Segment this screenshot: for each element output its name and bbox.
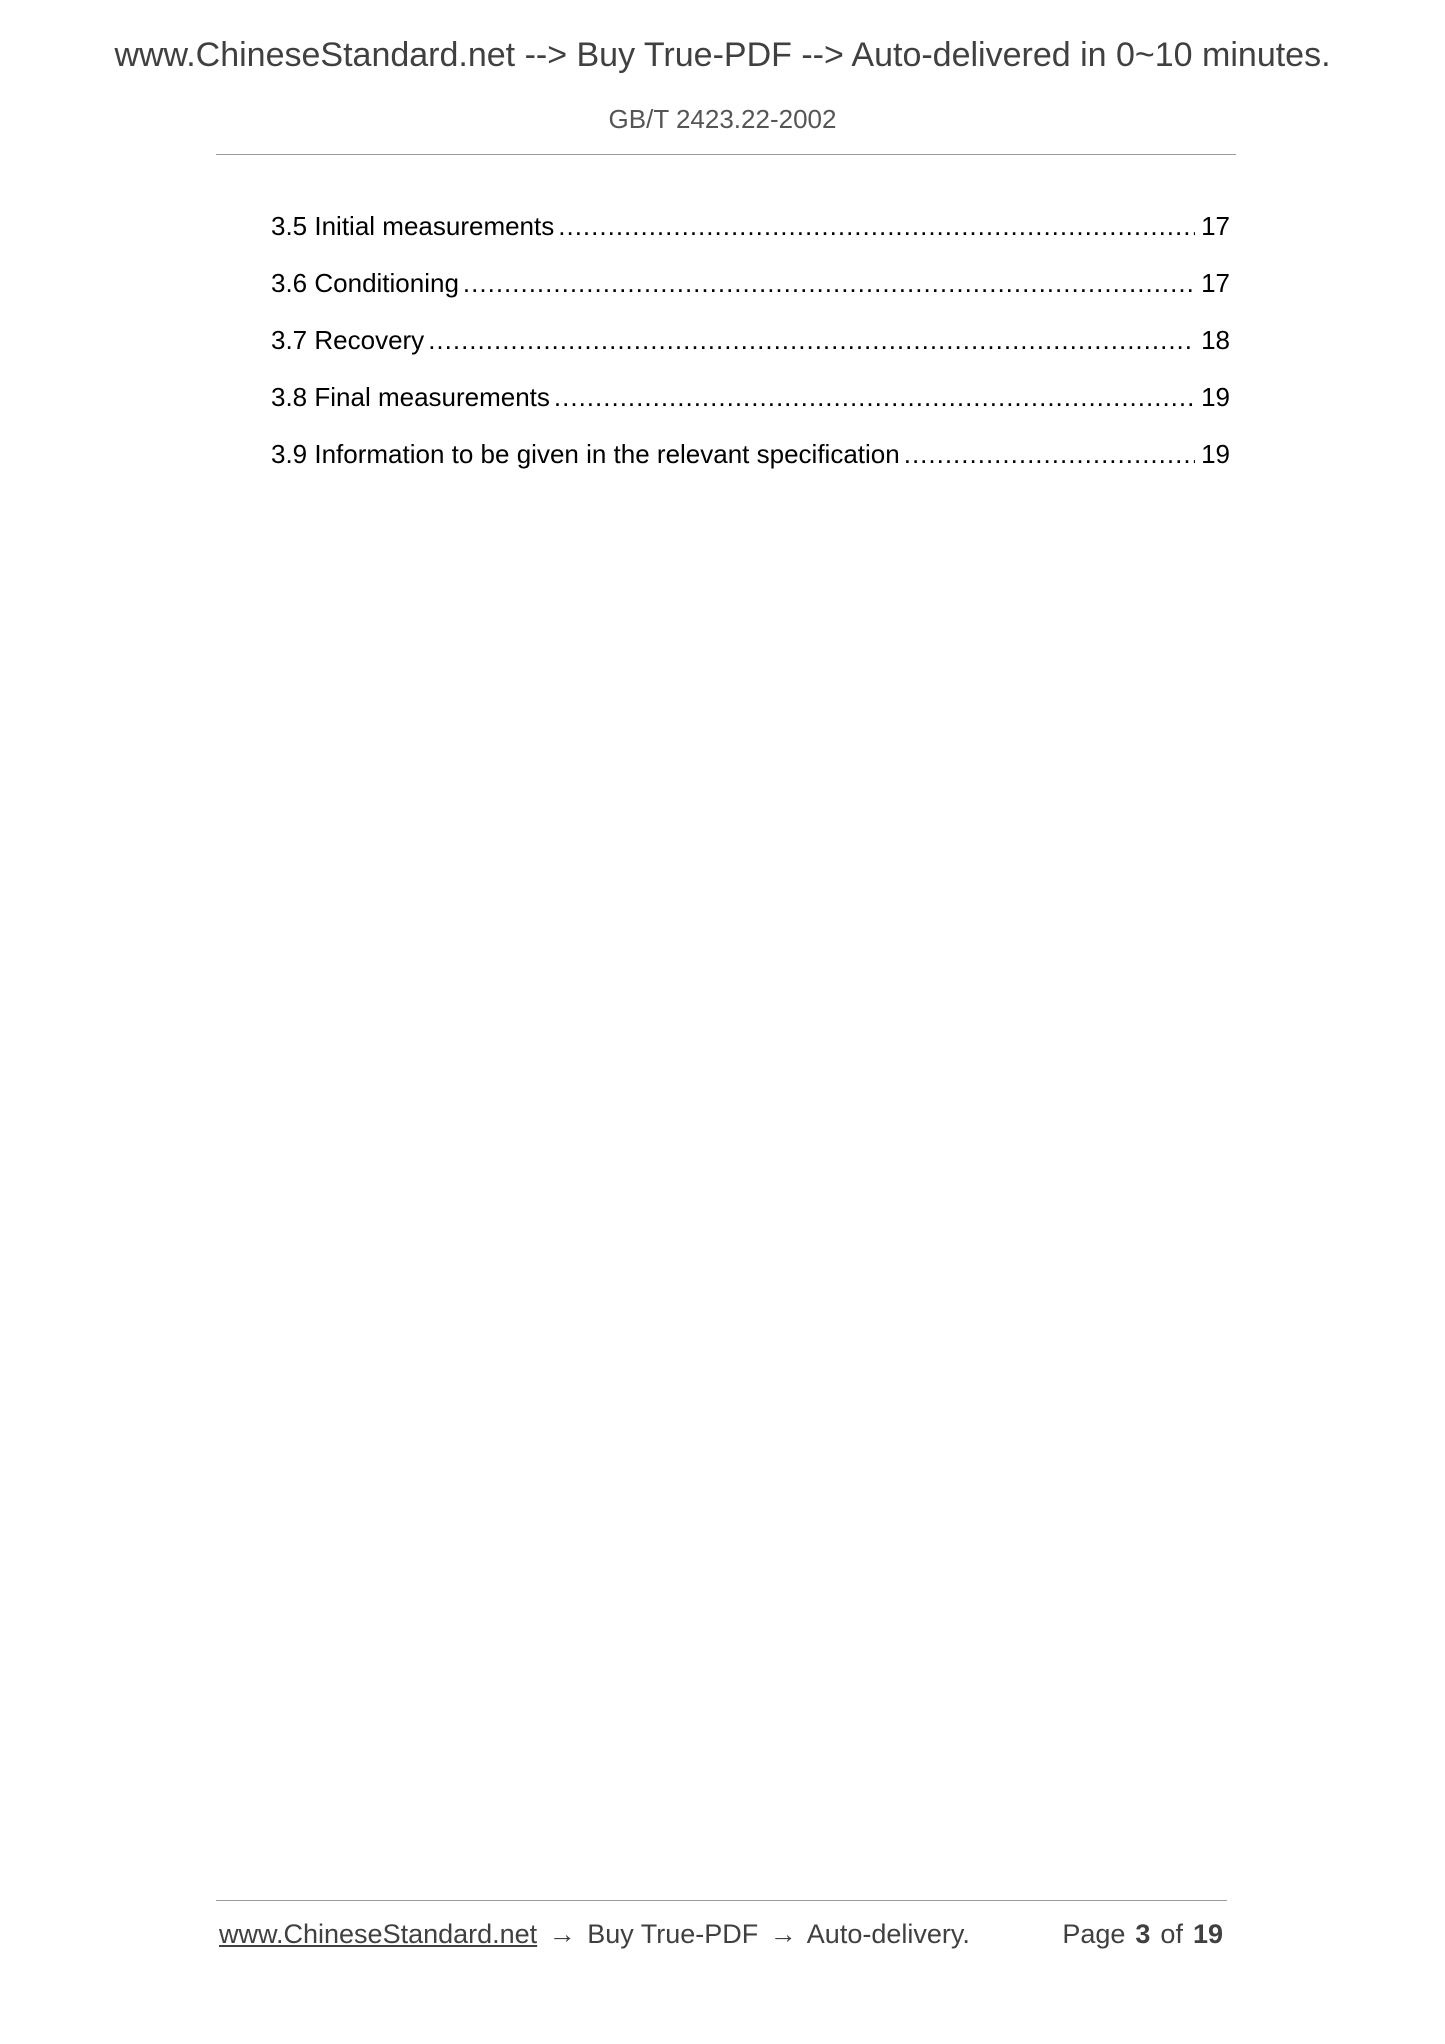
page-counter [1062, 1919, 1223, 1950]
toc-dot-leader [558, 206, 1195, 246]
page-word: Page [1062, 1919, 1126, 1949]
toc-entry[interactable] [271, 206, 1230, 263]
toc-entry-page: 19 [1201, 382, 1230, 412]
toc-entry-label: 3.9 Information to be given in the relevant specification [271, 439, 900, 469]
delivery-text: Auto-delivery. [806, 1919, 970, 1949]
toc-entry-label: 3.8 Final measurements [271, 382, 550, 412]
toc-dot-leader [904, 434, 1195, 474]
toc-entry-page: 18 [1201, 325, 1230, 355]
buy-text: Buy True-PDF [587, 1919, 759, 1949]
toc-entry[interactable] [271, 320, 1230, 377]
top-banner: www.ChineseStandard.net --> Buy True-PDF --> Auto-delivered in 0~10 minutes. [114, 36, 1331, 74]
toc-entry[interactable] [271, 263, 1230, 320]
toc-dot-leader [554, 377, 1195, 417]
of-word: of [1160, 1919, 1183, 1949]
standard-number: GB/T 2423.22-2002 [608, 104, 837, 134]
toc-entry[interactable] [271, 377, 1230, 434]
page-footer [219, 1919, 1229, 1959]
toc-entry-label: 3.6 Conditioning [271, 268, 459, 298]
toc-entry-label: 3.7 Recovery [271, 325, 425, 355]
toc-entry-page: 17 [1201, 211, 1230, 241]
header-divider [216, 154, 1236, 155]
footer-divider [216, 1900, 1227, 1901]
toc-entry[interactable] [271, 434, 1230, 491]
total-pages-number: 19 [1192, 1919, 1223, 1949]
toc-dot-leader [463, 263, 1195, 303]
current-page-number: 3 [1135, 1919, 1151, 1949]
arrow-right-icon: → [548, 1919, 576, 1949]
toc-entry-page: 19 [1201, 439, 1230, 469]
toc-entry-label: 3.5 Initial measurements [271, 211, 555, 241]
toc-entry-page: 17 [1201, 268, 1230, 298]
footer-promo [219, 1919, 970, 1950]
site-link[interactable]: www.ChineseStandard.net [219, 1919, 538, 1949]
toc-dot-leader [428, 320, 1195, 360]
arrow-right-icon: → [769, 1919, 797, 1949]
table-of-contents [271, 206, 1230, 491]
